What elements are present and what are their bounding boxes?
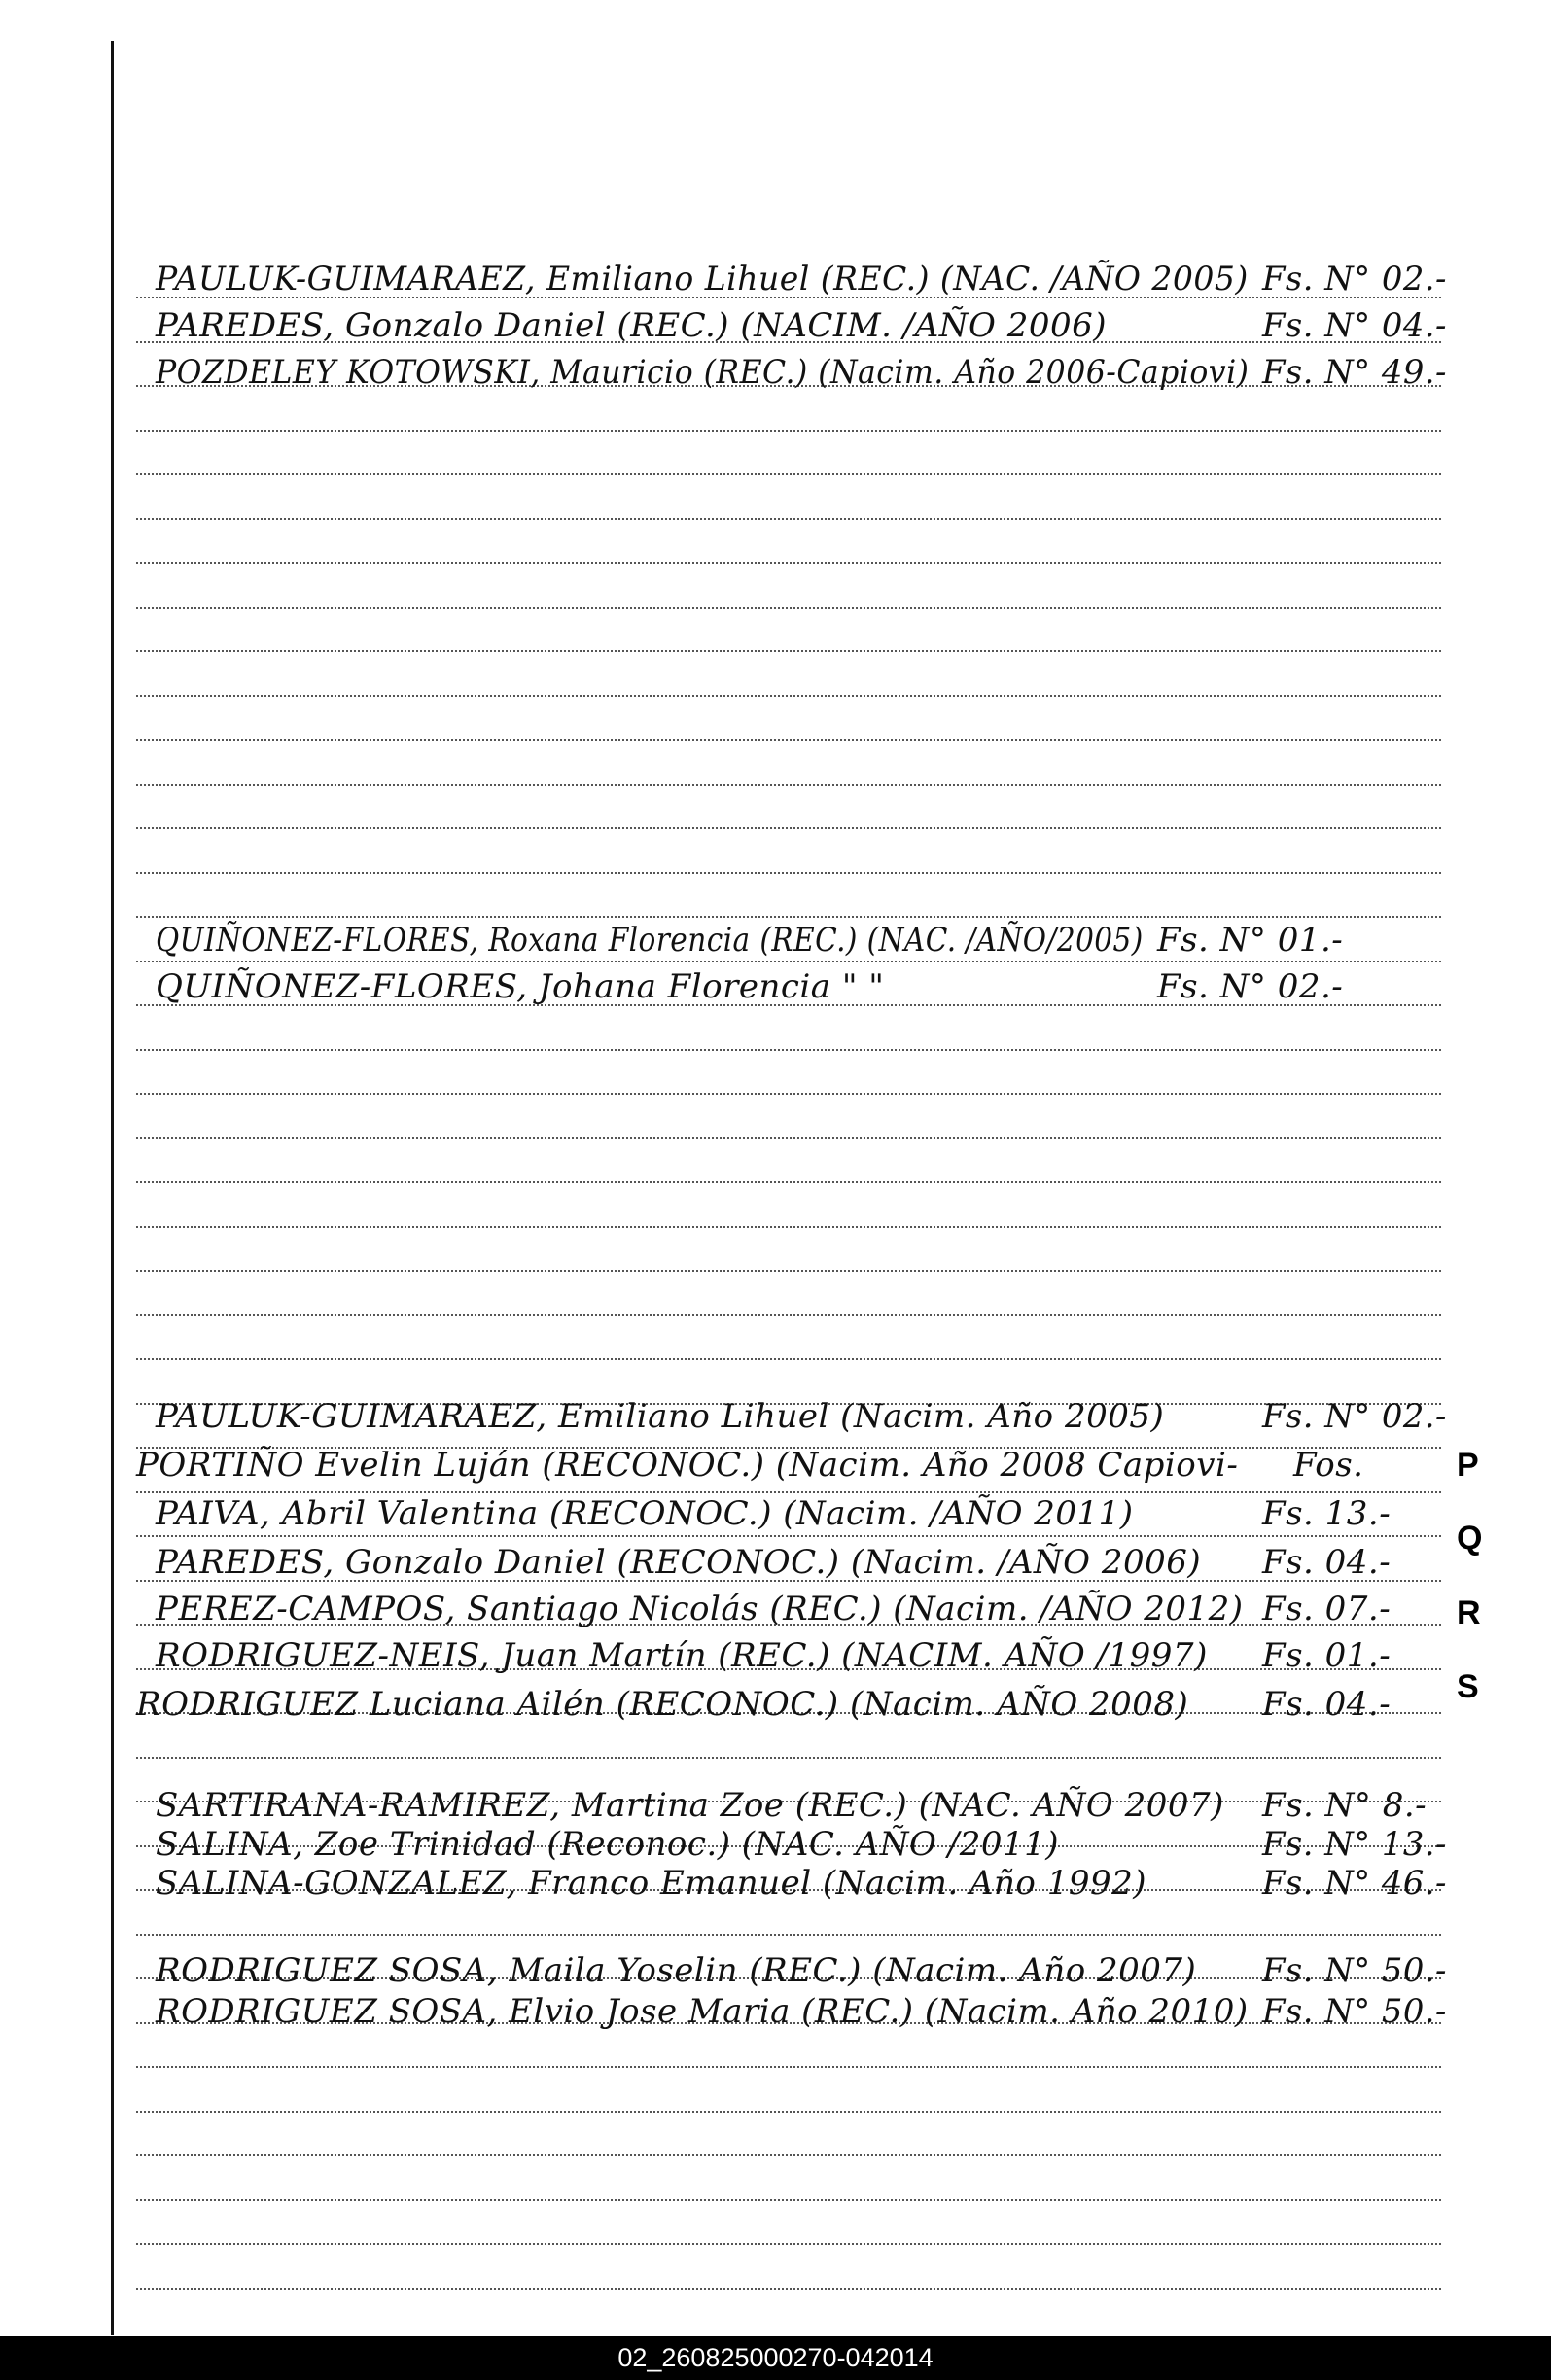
entry-folio: Fs. 13.- [1262,1494,1392,1533]
entry-folio: Fs. N° 04.- [1262,306,1447,345]
entry-paredes-top [156,306,1108,345]
entry-name: PORTIÑO Evelin Luján (RECONOC.) (Nacim. Año 2008 Capiovi- [136,1446,1239,1485]
entry-folio: Fs. N° 49.- [1262,353,1447,392]
ruled-line [136,607,1441,609]
ruled-line [136,961,1441,962]
entry-name: QUIÑONEZ-FLORES, Johana Florencia " " [156,967,885,1006]
ruled-line [136,872,1441,874]
folio-perez-campos [1262,1592,1391,1626]
index-letter-p: P [1457,1447,1479,1484]
entry-name: RODRIGUEZ-NEIS, Juan Martín (REC.) (NACIM. AÑO /1997) [156,1636,1208,1675]
entry-salina-gonzalez [156,1864,1146,1903]
folio-rodriguez-neis [1262,1636,1392,1675]
entry-rodriguez-sosa-maila [156,1951,1197,1990]
folio-rodriguez-sosa-maila [1262,1951,1447,1990]
ruled-line [136,1181,1441,1183]
folio-sartirana [1262,1786,1428,1825]
entry-name: PAIVA, Abril Valentina (RECONOC.) (Nacim. /AÑO 2011) [156,1494,1134,1533]
index-letter-r: R [1457,1594,1481,1631]
ruled-line [136,518,1441,520]
ruled-line [136,430,1441,432]
ruled-line [136,2288,1441,2290]
entry-name: PEREZ-CAMPOS, Santiago Nicolás (REC.) (Nacim. /AÑO 2012) [156,1590,1244,1628]
entry-name: RODRIGUEZ Luciana Ailén (RECONOC.) (Nacim. AÑO 2008) [136,1685,1189,1724]
ruled-line [136,916,1441,918]
ruled-line [136,2066,1441,2068]
ruled-line [136,473,1441,475]
folio-pauluk-top [1262,262,1447,296]
folio-quinonez-johana [1157,967,1344,1006]
entry-folio: Fos. [1293,1446,1364,1485]
folio-salina-gonzalez [1262,1864,1447,1903]
entry-pozdeley [156,353,1250,392]
folio-portino [1293,1446,1364,1485]
entry-perez-campos [156,1592,1244,1626]
entry-name: RODRIGUEZ SOSA, Maila Yoselin (REC.) (Nacim. Año 2007) [156,1951,1197,1990]
ruled-line [136,1314,1441,1316]
entry-name: QUIÑONEZ-FLORES, Roxana Florencia (REC.) (NAC. /AÑO/2005) [156,921,1144,960]
entry-paredes-second [156,1543,1202,1582]
entry-portino [136,1446,1239,1485]
ruled-line [136,695,1441,697]
ruled-line [136,1934,1441,1936]
entry-folio: Fs. N° 02.- [1262,1397,1447,1436]
entry-name: POZDELEY KOTOWSKI, Mauricio (REC.) (Nacim. Año 2006-Capiovi) [156,353,1250,392]
ruled-line [136,1535,1441,1537]
entry-pauluk-second [156,1397,1165,1436]
entry-folio: Fs. 04.- [1262,1543,1392,1582]
entry-folio: Fs. N° 13.- [1262,1825,1447,1864]
entry-name: RODRIGUEZ SOSA, Elvio Jose Maria (REC.) (Nacim. Año 2010) [156,1992,1249,2031]
entry-pauluk-top [156,262,1249,296]
ruled-line [136,2199,1441,2201]
entry-quinonez-roxana [156,921,1144,960]
ruled-line [136,784,1441,786]
ruled-line [136,2243,1441,2245]
folio-paredes-top [1262,306,1447,345]
entry-rodriguez-sosa-elvio [156,1992,1249,2031]
ruled-line [136,562,1441,564]
entry-folio: Fs. N° 50.- [1262,1951,1447,1990]
ruled-line [136,739,1441,741]
ruled-line [136,1757,1441,1759]
entry-folio: Fs. N° 02.- [1262,260,1447,298]
folio-paredes-second [1262,1543,1392,1582]
entry-folio: Fs. 04.- [1262,1685,1392,1724]
entry-rodriguez-neis [156,1636,1208,1675]
folio-salina-zoe [1262,1825,1447,1864]
entry-folio: Fs. N° 01.- [1157,921,1344,960]
ruled-line [136,1138,1441,1139]
ruled-line [136,2154,1441,2156]
entry-rodriguez-luciana [136,1685,1189,1724]
ruled-line [136,1358,1441,1360]
ruled-line [136,1270,1441,1272]
folio-paiva [1262,1494,1392,1533]
index-letter-q: Q [1457,1520,1483,1557]
margin-line [111,41,114,2335]
ruled-line [136,1049,1441,1051]
ruled-line [136,1093,1441,1095]
entry-folio: Fs. 01.- [1262,1636,1392,1675]
entry-name: SALINA-GONZALEZ, Franco Emanuel (Nacim. Año 1992) [156,1864,1146,1903]
folio-pozdeley [1262,353,1447,392]
entry-name: PAULUK-GUIMARAEZ, Emiliano Lihuel (REC.) (NAC. /AÑO 2005) [156,260,1249,298]
ruled-line [136,1491,1441,1493]
entry-folio: Fs. N° 02.- [1157,967,1344,1006]
folio-rodriguez-luciana [1262,1685,1392,1724]
entry-quinonez-johana [156,967,885,1006]
footer-document-code: 02_260825000270-042014 [617,2343,934,2372]
entry-name: PAREDES, Gonzalo Daniel (RECONOC.) (Nacim. /AÑO 2006) [156,1543,1202,1582]
entry-name: PAULUK-GUIMARAEZ, Emiliano Lihuel (Nacim. Año 2005) [156,1397,1165,1436]
entry-folio: Fs. N° 50.- [1262,1992,1447,2031]
entry-name: SALINA, Zoe Trinidad (Reconoc.) (NAC. AÑO /2011) [156,1825,1059,1864]
entry-name: PAREDES, Gonzalo Daniel (REC.) (NACIM. /AÑO 2006) [156,306,1108,345]
folio-pauluk-second [1262,1397,1447,1436]
entry-salina-zoe [156,1825,1059,1864]
ruled-line [136,650,1441,652]
index-letter-s: S [1457,1668,1479,1705]
entry-folio: Fs. N° 8.- [1262,1786,1428,1825]
ruled-line [136,1226,1441,1228]
entry-name: SARTIRANA-RAMIREZ, Martina Zoe (REC.) (NAC. AÑO 2007) [156,1786,1224,1825]
entry-sartirana [156,1786,1224,1825]
entry-folio: Fs. N° 46.- [1262,1864,1447,1903]
ruled-line [136,2111,1441,2113]
entry-folio: Fs. 07.- [1262,1590,1392,1628]
ruled-line [136,827,1441,829]
folio-quinonez-roxana [1157,921,1344,960]
entry-paiva [156,1494,1134,1533]
folio-rodriguez-sosa-elvio [1262,1992,1447,2031]
